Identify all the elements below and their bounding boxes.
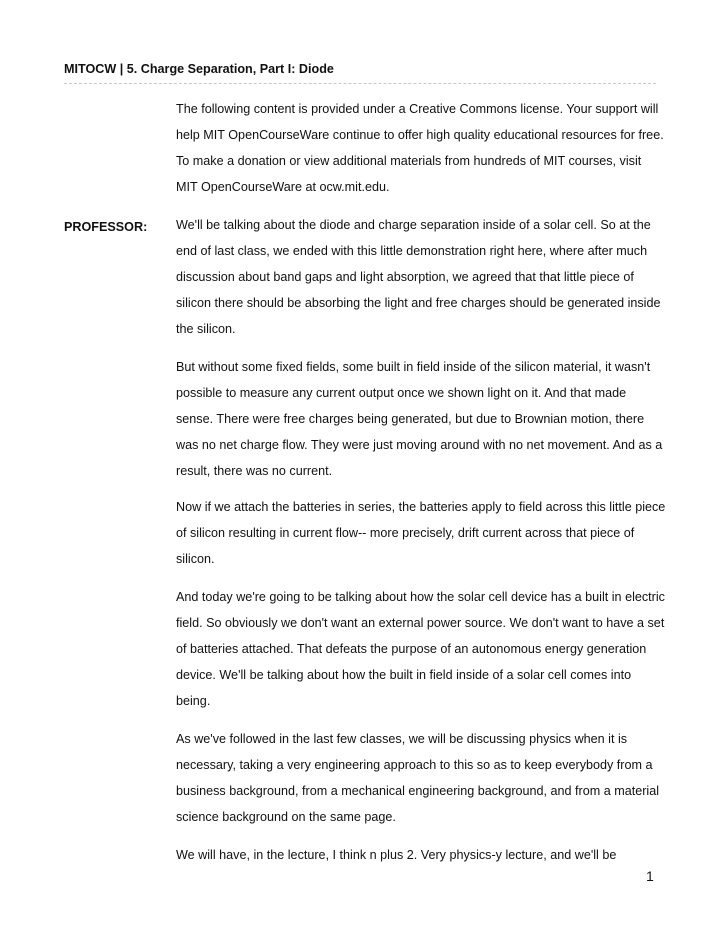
page-number: 1 (646, 868, 654, 884)
speaker-label: PROFESSOR: (64, 220, 148, 234)
transcript-paragraph: We'll be talking about the diode and charge separation inside of a solar cell. So at the end of last class, we ended with this little demonstration right here, where after much discussion about band gaps and light absorption, we agreed that that little piece of silicon there should be absorbing the light and free charges should be generated inside the silicon. (176, 218, 661, 336)
transcript-paragraph: But without some fixed fields, some built in field inside of the silicon material, it wasn't possible to measure any current output once we shown light on it. And that made sense. There were free charges being generated, but due to Brownian motion, there was no net charge flow. They were just moving around with no net movement. And as a result, there was no current. (176, 360, 663, 478)
document-title: MITOCW | 5. Charge Separation, Part I: Diode (64, 62, 334, 76)
transcript-paragraph: Now if we attach the batteries in series, the batteries apply to field across this little piece of silicon resulting in current flow-- more precisely, drift current across that piece of silicon. (176, 500, 666, 566)
transcript-paragraph: And today we're going to be talking about how the solar cell device has a built in electric field. So obviously we don't want an external power source. We don't want to have a set of batteries attached. That defeats the purpose of an autonomous energy generation device. We'll be talking about how the built in field inside of a solar cell comes into being. (176, 590, 665, 708)
license-notice: The following content is provided under a Creative Commons license. Your support will help MIT OpenCourseWare continue to offer high quality educational resources for free. To make a donation or view additional materials from hundreds of MIT courses, visit MIT OpenCourseWare at ocw.mit.edu. (176, 102, 664, 194)
transcript-paragraph: As we've followed in the last few classes, we will be discussing physics when it is necessary, taking a very engineering approach to this so as to keep everybody from a business background, from a mechanical engineering background, and from a material science background on the same page. (176, 732, 660, 824)
transcript-paragraph: We will have, in the lecture, I think n plus 2. Very physics-y lecture, and we'll be (176, 848, 617, 862)
header-divider (64, 83, 656, 84)
